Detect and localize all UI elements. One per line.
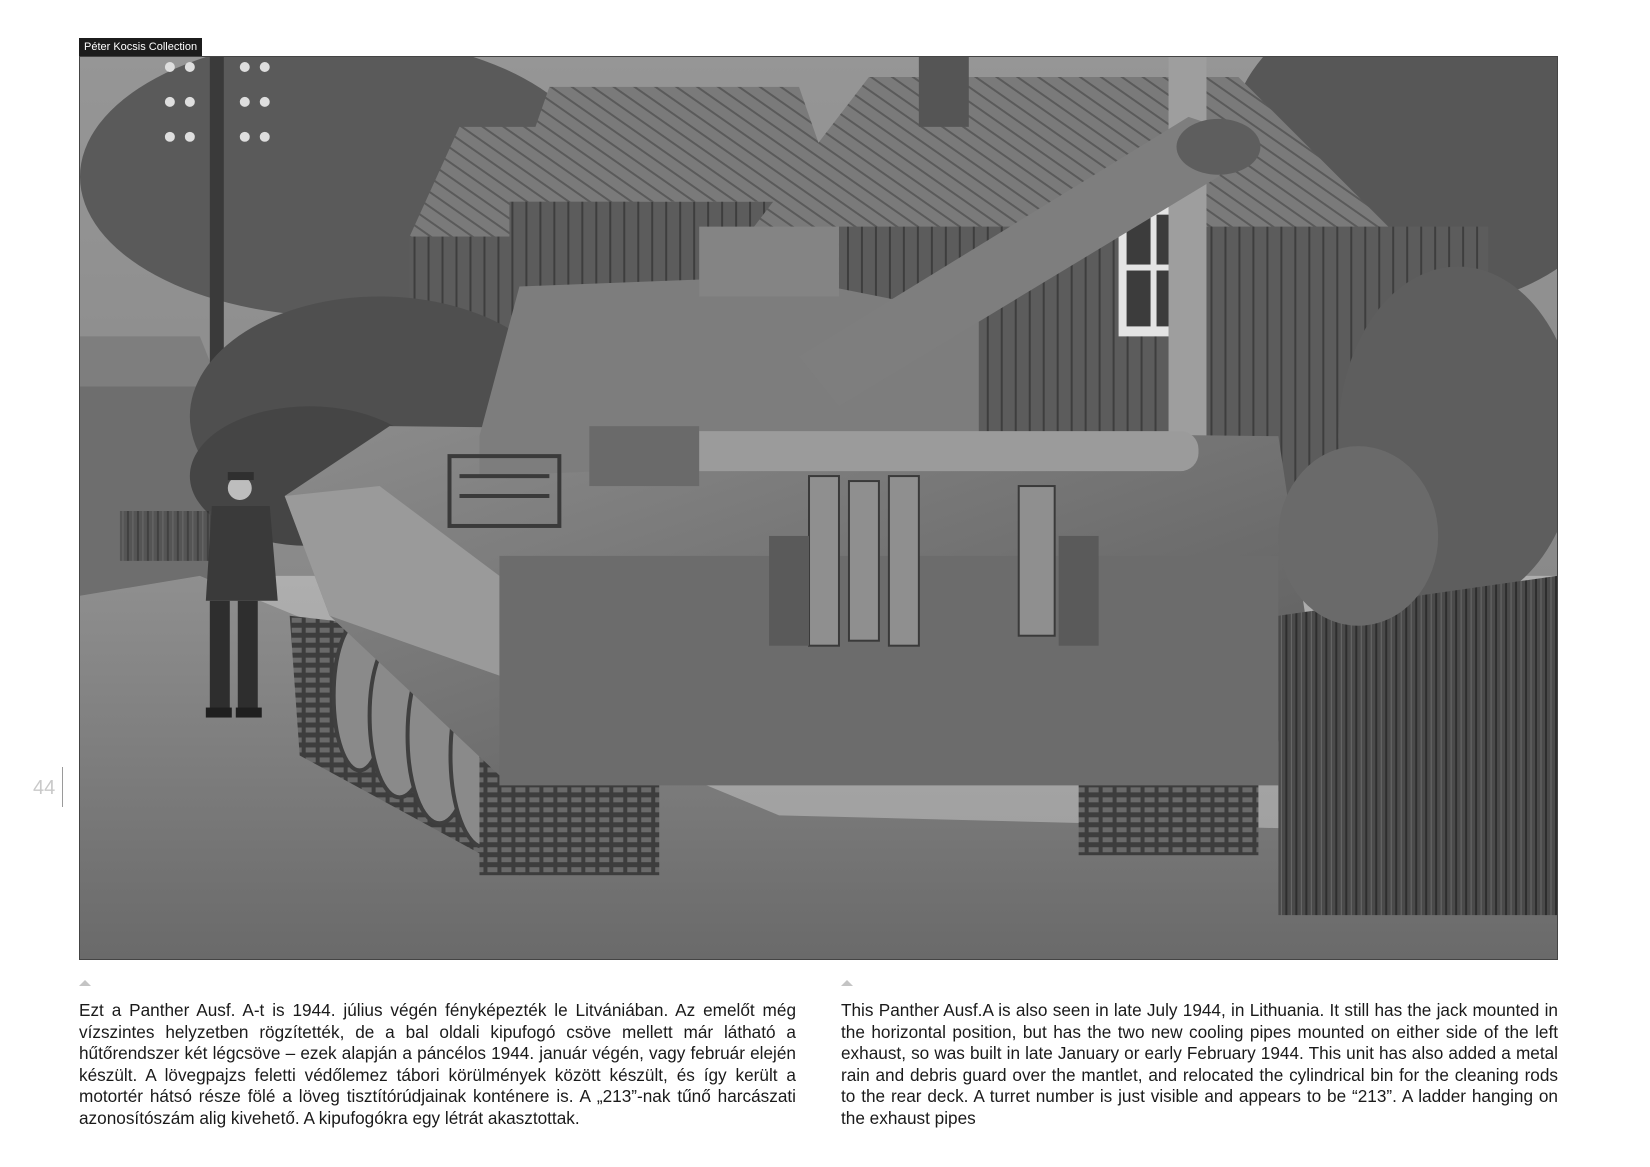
tank-photograph (79, 56, 1558, 960)
page-number: 44 (33, 777, 56, 799)
photo-illustration (80, 57, 1557, 959)
caption-marker-right (841, 980, 853, 986)
page-number-divider (62, 767, 63, 807)
caption-english: This Panther Ausf.A is also seen in late July 1944, in Lithuania. It still has the jack mounted in the horizontal position, but has the two new cooling pipes mounted on either side of the left exhaust, so was built in late January or early February 1944. This unit has also added a metal rain and debris guard over the mantlet, and relocated the cylindrical bin for the cleaning rods to the rear deck. A turret number is just visible and appears to be “213”. A ladder hanging on the exhaust pipes (841, 1000, 1558, 1128)
caption-hungarian: Ezt a Panther Ausf. A-t is 1944. július végén fényképezték le Litvániában. Az emelőt még vízszintes helyzetben rögzítették, de a bal oldali kipufogó csöve mellett már látható a hűtőrendszer két légcsöve – ezek alapján a páncélos 1944. január végén, vagy február elején készült. A lövegpajzs feletti védőlemez tábori körülmények között készült, és így került a motortér hátsó része fölé a löveg tisztítórúdjainak konténere is. A „213”-nak tűnő harcászati azonosítószám alig kivehető. A kipufogókra egy létrát akasztottak. (79, 1000, 796, 1128)
photo-credit: Péter Kocsis Collection (79, 38, 202, 57)
caption-marker-left (79, 980, 91, 986)
